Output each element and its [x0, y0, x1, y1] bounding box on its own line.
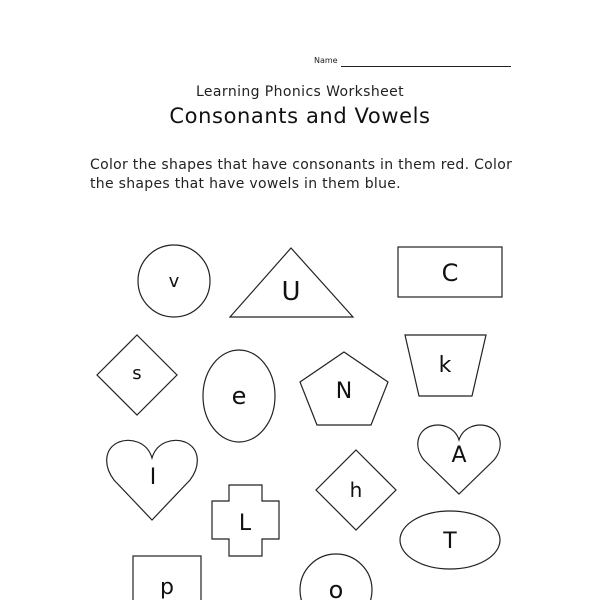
shape-circle-o[interactable]	[300, 554, 372, 600]
shape-cross-l[interactable]	[212, 485, 279, 556]
shape-diamond-h[interactable]	[316, 450, 396, 530]
shape-heart-i[interactable]	[107, 440, 198, 520]
shape-triangle-u[interactable]	[230, 248, 353, 317]
shape-pentagon-n[interactable]	[300, 352, 388, 425]
shape-letter: k	[438, 353, 452, 378]
shape-diamond-s[interactable]	[97, 335, 177, 415]
shape-trapezoid-k[interactable]	[405, 335, 486, 396]
shape-letter: p	[160, 575, 174, 600]
shape-letter: U	[281, 277, 301, 307]
shape-letter: h	[349, 478, 363, 502]
shape-letter: L	[238, 511, 252, 536]
shape-letter: v	[168, 271, 180, 292]
name-label: Name	[314, 56, 338, 65]
shape-letter: I	[149, 465, 157, 490]
shape-letter: C	[441, 259, 459, 287]
instructions-text: Color the shapes that have consonants in them red. Color the shapes that have vowels in them blue.	[90, 157, 513, 192]
shape-circle-v[interactable]	[138, 245, 210, 317]
shape-oval-e[interactable]	[203, 350, 275, 442]
shape-rectangle-p[interactable]	[133, 556, 201, 600]
worksheet-title: Consonants and Vowels	[169, 104, 431, 128]
shape-letter: s	[132, 363, 142, 384]
shape-letter: e	[231, 382, 247, 410]
shape-letter: o	[328, 576, 344, 600]
shape-rectangle-c[interactable]	[398, 247, 502, 297]
shape-letter: A	[451, 443, 467, 468]
worksheet-subtitle: Learning Phonics Worksheet	[195, 84, 405, 100]
shape-letter: T	[443, 529, 457, 554]
shape-letter: N	[335, 379, 353, 404]
shape-oval-t[interactable]	[400, 511, 500, 569]
shape-heart-a[interactable]	[418, 425, 500, 494]
